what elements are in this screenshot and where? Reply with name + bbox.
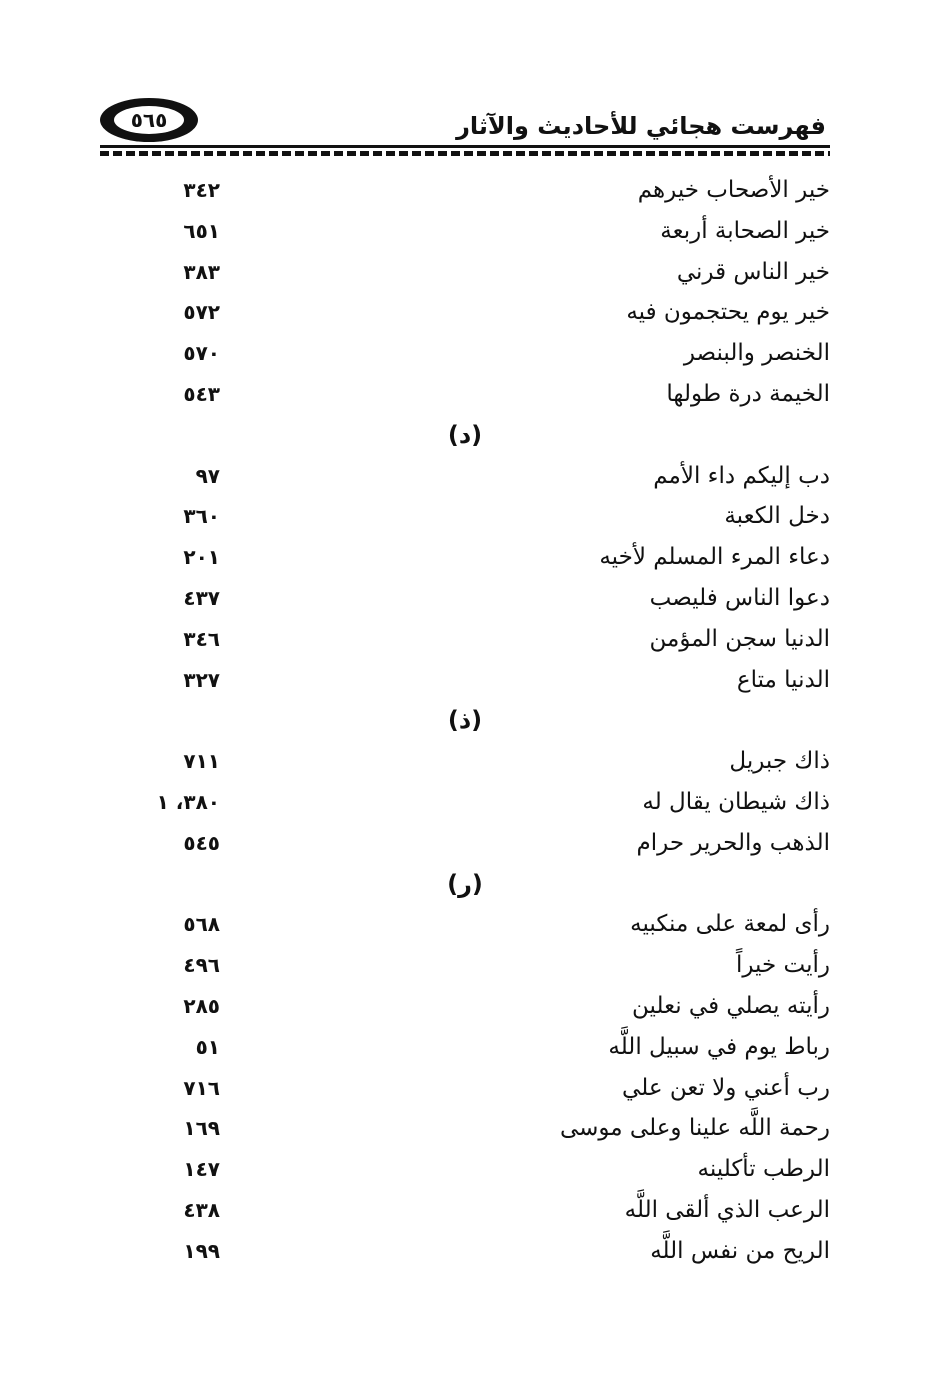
entry-page-number: ٥٧٢ [183, 300, 220, 324]
index-entry [100, 986, 830, 1026]
index-entry [100, 619, 830, 659]
entry-text: رحمة اللَّه علينا وعلى موسى [559, 1115, 830, 1141]
index-entry [100, 374, 830, 414]
index-entry [100, 292, 830, 332]
index-entry [100, 578, 830, 618]
entry-text: الرطب تأكلينه [697, 1156, 830, 1182]
entry-page-number: ١٦٩ [183, 1116, 220, 1140]
entry-page-number: ٤٣٨ [183, 1198, 220, 1222]
index-entry [100, 456, 830, 496]
index-entry [100, 741, 830, 781]
section-heading: (ر) [447, 870, 483, 898]
index-entry [100, 904, 830, 944]
entry-text: الدنيا متاع [736, 667, 830, 693]
entry-page-number: ٣٤٦ [183, 627, 220, 651]
entry-text: خير الأصحاب خيرهم [637, 177, 830, 203]
entry-page-number: ١٩٩ [183, 1239, 220, 1263]
entry-text: خير يوم يحتجمون فيه [626, 299, 830, 325]
entry-page-number: ٢٠١ [183, 545, 220, 569]
entry-text: دخل الكعبة [724, 503, 830, 529]
entry-text: الرعب الذي ألقى اللَّه [624, 1197, 830, 1223]
entry-page-number: ٧١٦ [183, 1076, 220, 1100]
section-heading: (ذ) [447, 706, 483, 734]
entry-page-number: ٥٧٠ [183, 341, 220, 365]
page-number: ٥٦٥ [114, 106, 184, 134]
entry-page-number: ٣٨٣ [183, 260, 220, 284]
index-entry [100, 782, 830, 822]
entry-page-number: ٣٨٠، ١ [156, 790, 220, 814]
entry-page-number: ١٤٧ [183, 1157, 220, 1181]
index-entry [100, 1027, 830, 1067]
index-entry [100, 537, 830, 577]
index-entry [100, 1190, 830, 1230]
entry-text: رأيته يصلي في نعلين [632, 993, 830, 1019]
entry-text: رأى لمعة على منكبيه [630, 911, 830, 937]
entry-page-number: ٣٦٠ [183, 504, 220, 528]
entry-text: دعوا الناس فليصب [649, 585, 830, 611]
header-rule [100, 145, 830, 148]
entry-text: دب إليكم داء الأمم [653, 463, 830, 489]
index-entry [100, 211, 830, 251]
entry-page-number: ٧١١ [183, 749, 220, 773]
entry-text: الخنصر والبنصر [683, 340, 830, 366]
entry-text: ذاك شيطان يقال له [642, 789, 830, 815]
entry-text: الريح من نفس اللَّه [650, 1238, 830, 1264]
entry-page-number: ٣٤٢ [183, 178, 220, 202]
index-entry [100, 1231, 830, 1271]
index-entry [100, 1149, 830, 1189]
entry-page-number: ٥٤٣ [183, 382, 220, 406]
entry-page-number: ٦٥١ [183, 219, 220, 243]
entry-page-number: ٢٨٥ [183, 994, 220, 1018]
entry-text: رأيت خيراً [735, 952, 830, 978]
entry-text: الدنيا سجن المؤمن [649, 626, 830, 652]
entry-page-number: ٤٣٧ [183, 586, 220, 610]
section-heading: (د) [447, 421, 483, 449]
index-entry [100, 1108, 830, 1148]
index-entry [100, 170, 830, 210]
entry-page-number: ٥٦٨ [183, 912, 220, 936]
entry-page-number: ٤٩٦ [183, 953, 220, 977]
index-entry [100, 945, 830, 985]
entry-page-number: ٥١ [195, 1035, 220, 1059]
index-entry [100, 823, 830, 863]
entry-page-number: ٩٧ [195, 464, 220, 488]
index-entry [100, 496, 830, 536]
entry-text: خير الناس قرني [676, 259, 830, 285]
entry-text: خير الصحابة أربعة [660, 218, 830, 244]
page-number-badge [100, 98, 198, 142]
entry-page-number: ٣٢٧ [183, 668, 220, 692]
header-dashed-rule [100, 151, 830, 156]
entry-text: الخيمة درة طولها [666, 381, 830, 407]
index-entry [100, 252, 830, 292]
entry-text: ذاك جبريل [729, 748, 830, 774]
entry-text: الذهب والحرير حرام [636, 830, 830, 856]
entry-page-number: ٥٤٥ [183, 831, 220, 855]
running-header-title: فهرست هجائي للأحاديث والآثار [456, 112, 826, 140]
index-entry [100, 1068, 830, 1108]
entry-text: رب أعني ولا تعن علي [622, 1075, 830, 1101]
index-entry [100, 333, 830, 373]
entry-text: دعاء المرء المسلم لأخيه [599, 544, 830, 570]
entry-text: رباط يوم في سبيل اللَّه [608, 1034, 830, 1060]
index-entry [100, 660, 830, 700]
